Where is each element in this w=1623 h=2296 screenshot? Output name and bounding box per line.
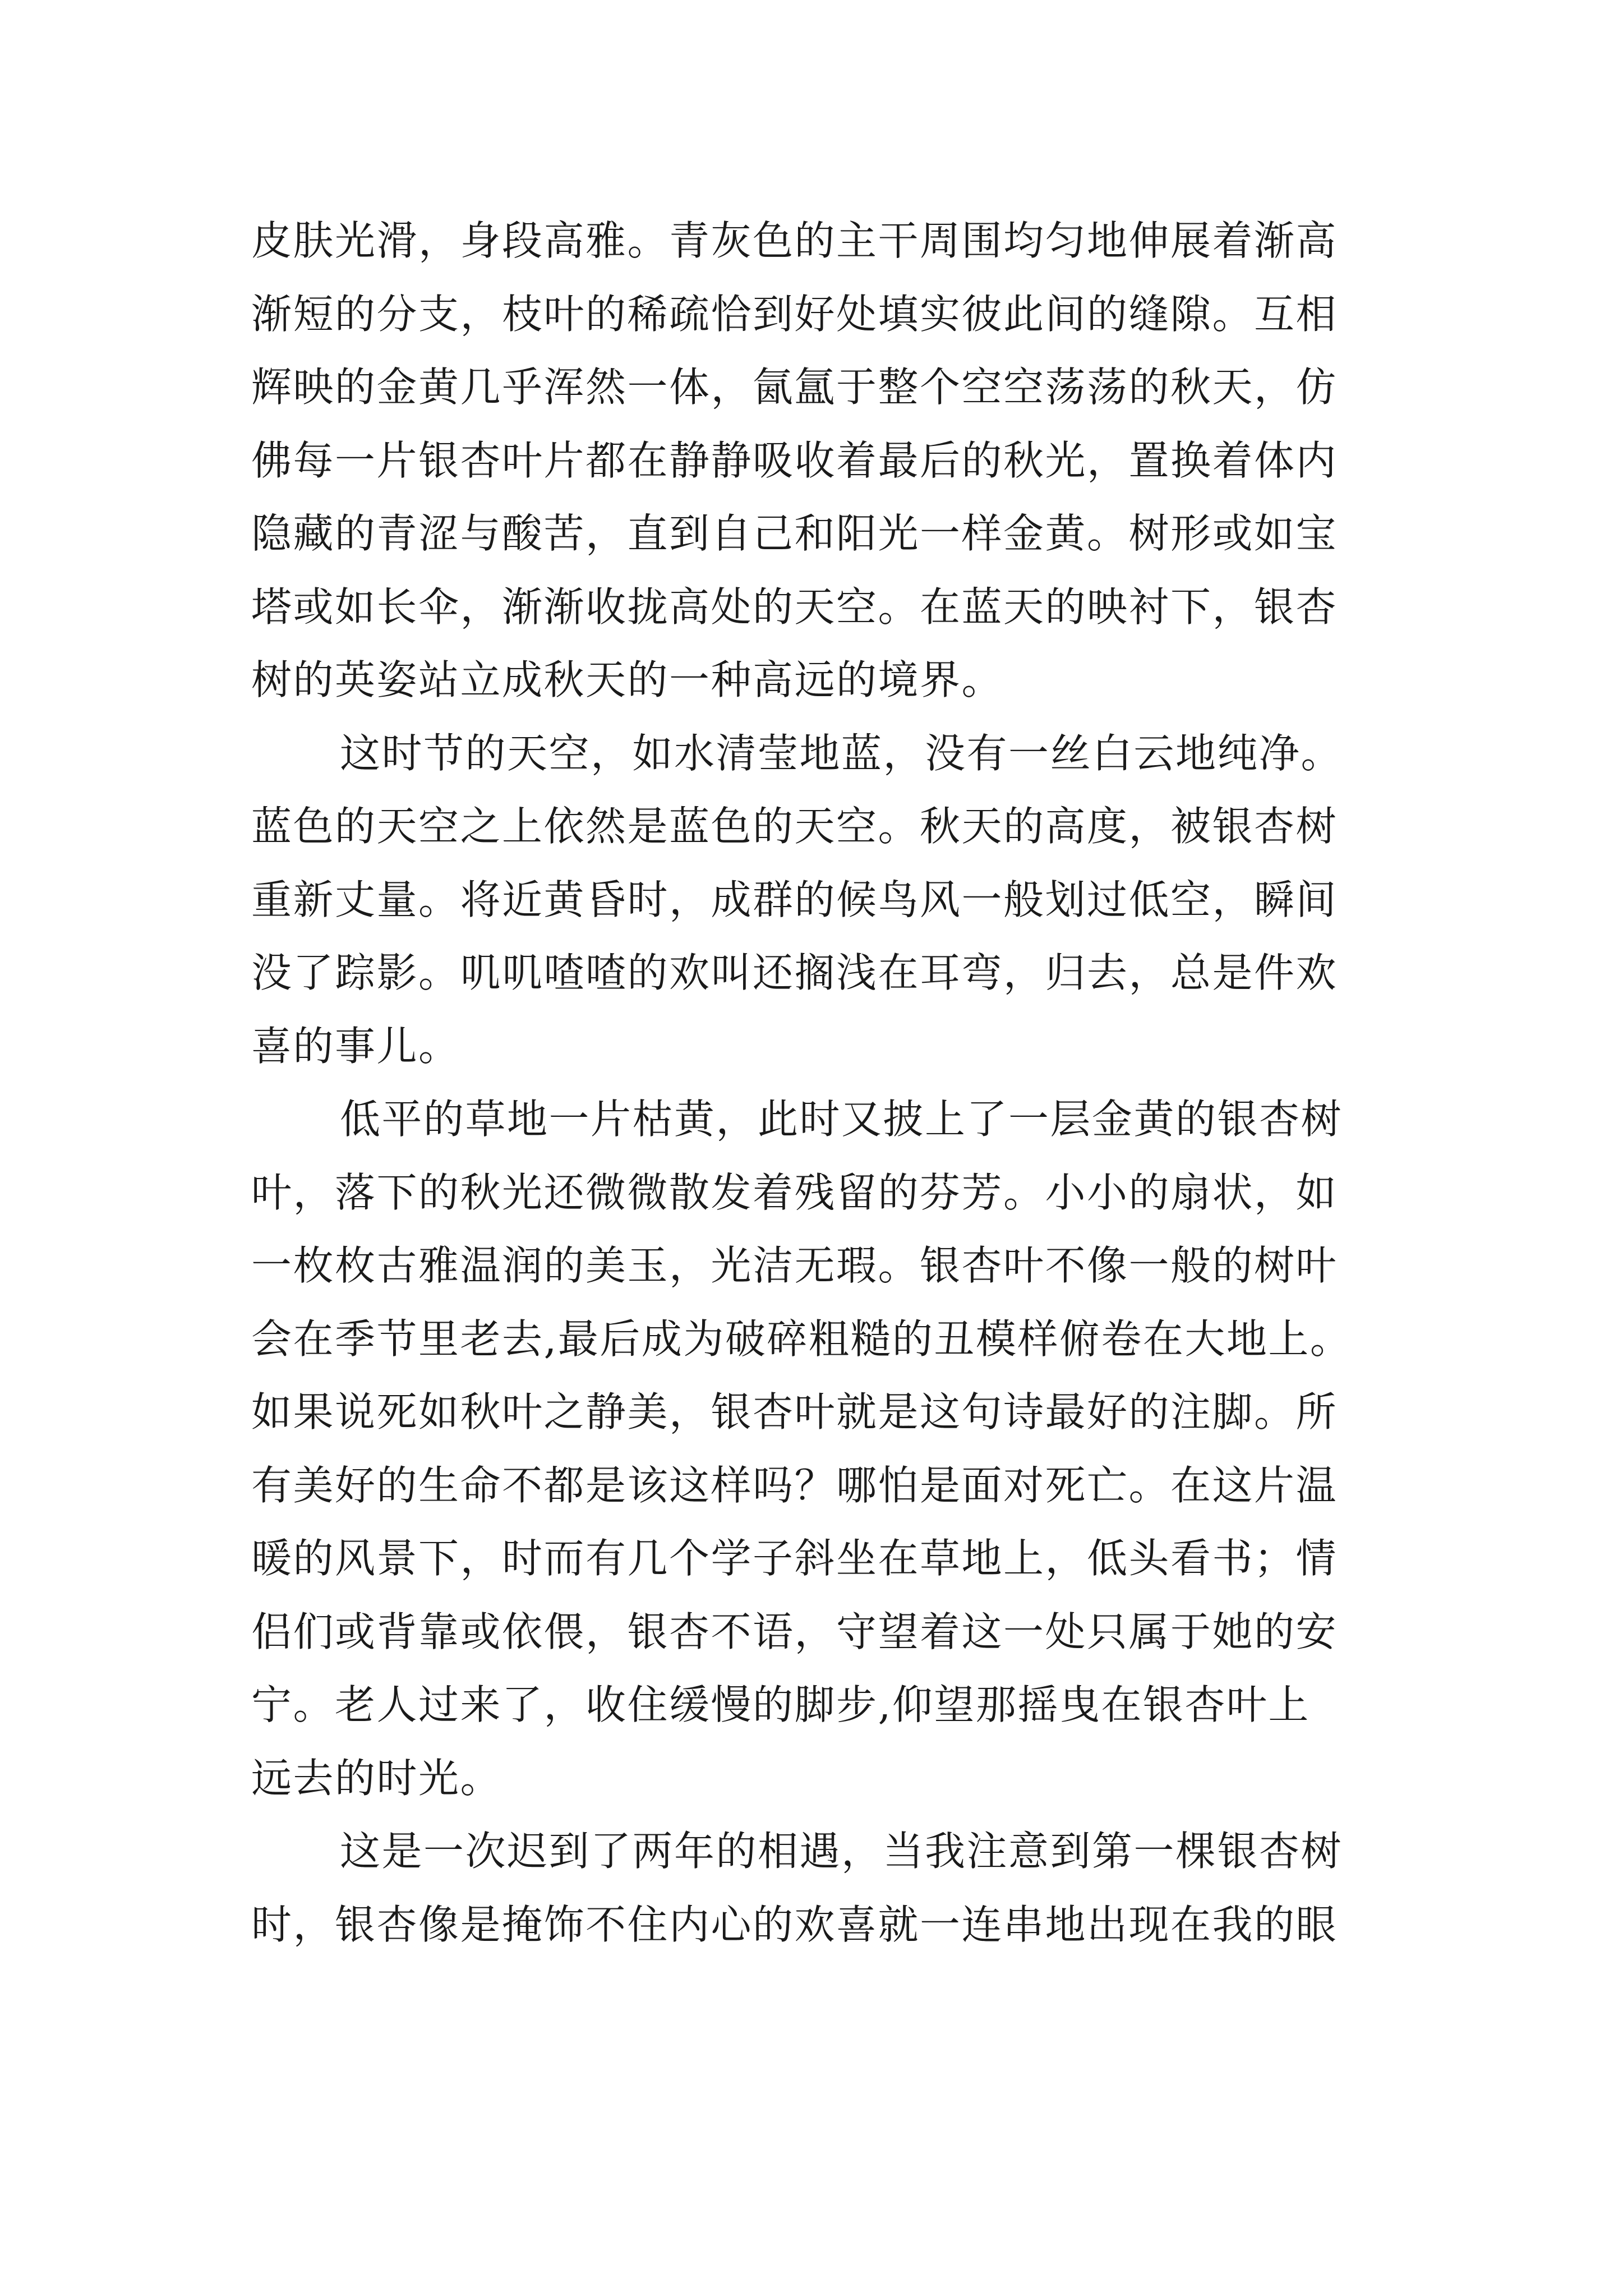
- paragraph-first-line: 这是一次迟到了两年的相遇，当我注意到第一棵银杏树: [340, 1828, 1343, 1875]
- text-line: 喜的事儿。: [251, 1022, 460, 1070]
- text-line: 会在季节里老去,最后成为破碎粗糙的丑模样俯卷在大地上。: [251, 1315, 1352, 1363]
- text-line: 没了踪影。叽叽喳喳的欢叫还搁浅在耳弯，归去，总是件欢: [251, 949, 1338, 996]
- text-line: 树的英姿站立成秋天的一种高远的境界。: [251, 656, 1004, 703]
- text-line: 时，银杏像是掩饰不住内心的欢喜就一连串地出现在我的眼: [251, 1901, 1338, 1948]
- text-line: 暖的风景下，时而有几个学子斜坐在草地上，低头看书；情: [251, 1535, 1338, 1582]
- text-line: 一枚枚古雅温润的美玉，光洁无瑕。银杏叶不像一般的树叶: [251, 1242, 1338, 1289]
- text-line: 隐藏的青涩与酸苦，直到自己和阳光一样金黄。树形或如宝: [251, 510, 1338, 557]
- text-line: 辉映的金黄几乎浑然一体，氤氲于整个空空荡荡的秋天，仿: [251, 364, 1338, 411]
- text-line: 塔或如长伞，渐渐收拢高处的天空。在蓝天的映衬下，银杏: [251, 583, 1338, 631]
- text-line: 重新丈量。将近黄昏时，成群的候鸟风一般划过低空，瞬间: [251, 876, 1338, 923]
- text-line: 宁。老人过来了，收住缓慢的脚步,仰望那摇曳在银杏叶上: [251, 1681, 1310, 1728]
- text-line: 佛每一片银杏叶片都在静静吸收着最后的秋光，置换着体内: [251, 436, 1338, 484]
- text-line: 如果说死如秋叶之静美，银杏叶就是这句诗最好的注脚。所: [251, 1388, 1338, 1435]
- text-line: 皮肤光滑，身段高雅。青灰色的主干周围均匀地伸展着渐高: [251, 217, 1338, 264]
- paragraph-first-line: 低平的草地一片枯黄，此时又披上了一层金黄的银杏树: [340, 1096, 1343, 1143]
- paragraph-first-line: 这时节的天空，如水清莹地蓝，没有一丝白云地纯净。: [340, 729, 1343, 777]
- body-text: [251, 204, 1390, 1961]
- text-line: 蓝色的天空之上依然是蓝色的天空。秋天的高度，被银杏树: [251, 803, 1338, 850]
- text-line: 叶，落下的秋光还微微散发着残留的芬芳。小小的扇状，如: [251, 1168, 1338, 1216]
- text-line: 渐短的分支，枝叶的稀疏恰到好处填实彼此间的缝隙。互相: [251, 290, 1338, 338]
- text-line: 侣们或背靠或依偎，银杏不语，守望着这一处只属于她的安: [251, 1608, 1338, 1655]
- text-line: 远去的时光。: [251, 1754, 502, 1802]
- text-line: 有美好的生命不都是该这样吗？哪怕是面对死亡。在这片温: [251, 1461, 1338, 1509]
